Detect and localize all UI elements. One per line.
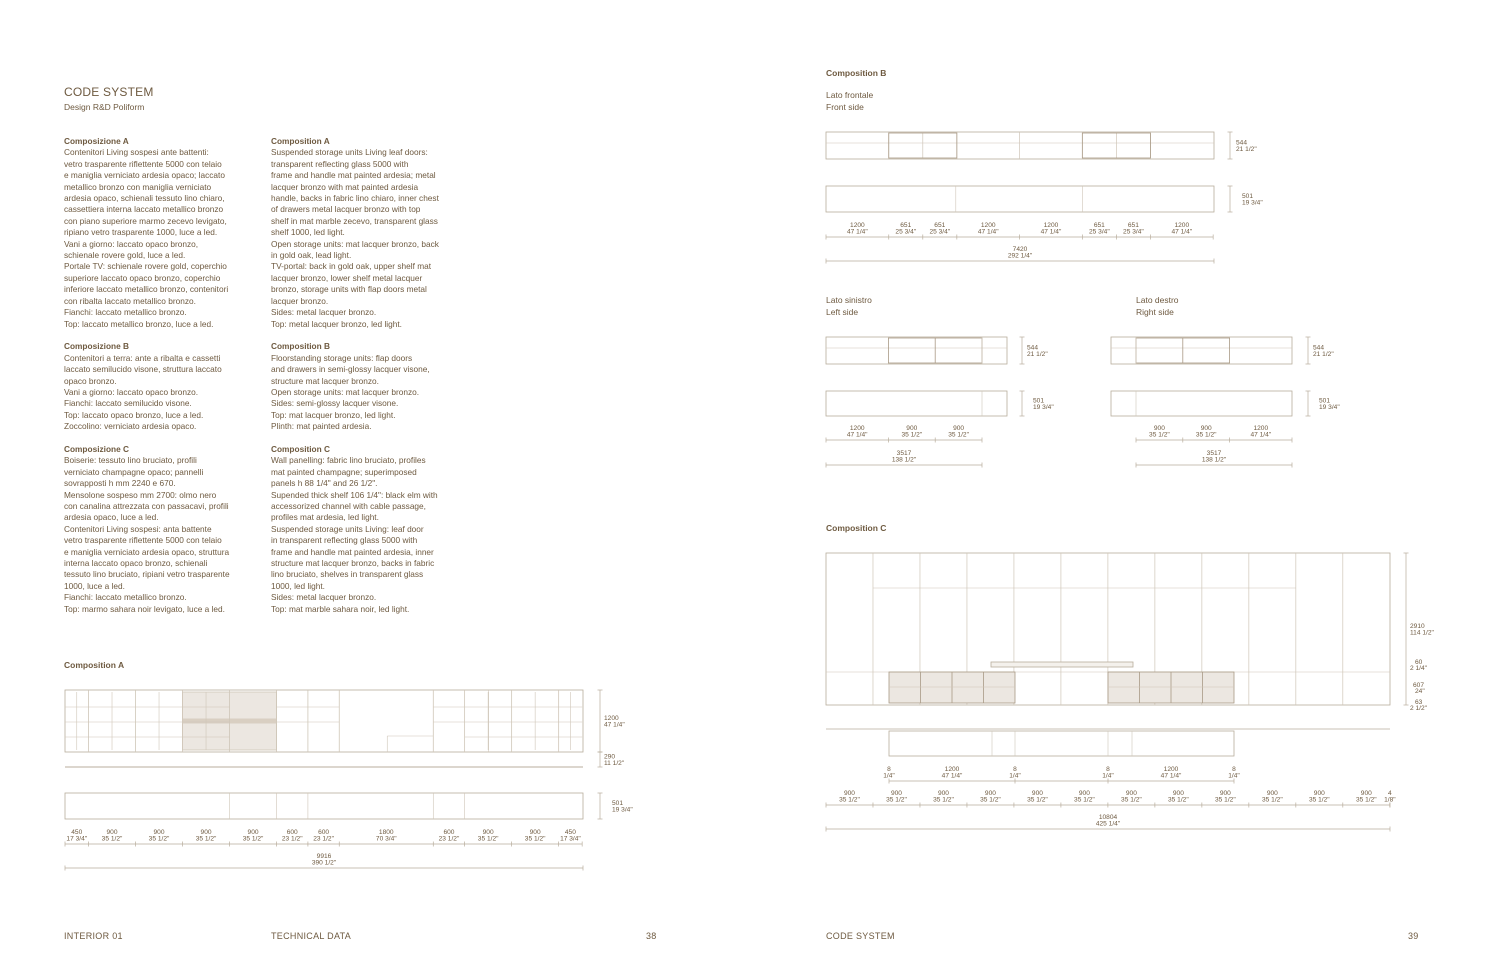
section-line: TV-portal: back in gold oak, upper shelf mat <box>271 261 432 272</box>
section-line: Zoccolino: verniciato ardesia opaco. <box>64 421 197 432</box>
section-line: Suspended storage units Living: leaf door <box>271 523 424 534</box>
dimension-inches: 35 1/2" <box>477 835 499 843</box>
dimension-value: 4 <box>1388 790 1392 797</box>
height-value: 63 <box>1415 699 1423 706</box>
section-line: in gold oak, lead light. <box>271 250 352 261</box>
section-line: Top: metal lacquer bronzo, led light. <box>271 318 402 329</box>
section-line: Vani a giorno: laccato opaco bronzo. <box>64 386 199 397</box>
section-heading: Composizione A <box>64 136 129 146</box>
section-line: Top: mat lacquer bronzo, led light. <box>271 409 396 420</box>
dimension-inches: 35 1/2" <box>1261 796 1283 804</box>
dimension-value: 1200 <box>944 766 960 773</box>
section-line: tessuto lino bruciato, ripiani vetro trasparente <box>64 569 230 580</box>
dimension-value: 1200 <box>849 425 865 432</box>
height-value: 501 <box>1242 193 1254 200</box>
dimension-value: 900 <box>906 425 918 432</box>
section-line: Top: marmo sahara noir levigato, luce a led. <box>64 603 225 614</box>
dimension-value: 8 <box>1106 766 1110 773</box>
section-heading: Composition A <box>271 136 330 146</box>
dimension-value: 900 <box>1125 790 1137 797</box>
section-line: structure mat lacquer bronzo. <box>271 375 379 386</box>
section-line: Contenitori Living sospesi: anta battente <box>64 523 212 534</box>
height-inches: 19 3/4" <box>1033 404 1054 411</box>
section-line: interna laccato opaco bronzo, schienali <box>64 558 208 568</box>
upper-storage-unit <box>65 690 583 752</box>
total-dimension-inches: 425 1/4" <box>1095 820 1121 828</box>
section-line: Fianchi: laccato semilucido visone. <box>64 398 192 409</box>
right-side-it: Lato destro <box>1136 295 1179 305</box>
section-line: frame and handle mat painted ardesia, inner <box>271 546 434 557</box>
section-line: Portale TV: schienale rovere gold, coperchio <box>64 261 227 272</box>
dimension-value: 900 <box>953 425 965 432</box>
dimension-value: 900 <box>1219 790 1231 797</box>
composition-b-front-drawing <box>826 132 1263 264</box>
height-inches: 47 1/4" <box>604 721 625 729</box>
dimension-value: 600 <box>286 829 298 836</box>
section-line: Sides: semi-glossy lacquer visone. <box>271 398 399 409</box>
dimension-value: 900 <box>200 829 212 836</box>
section-line: Boiserie: tessuto lino bruciato, profili <box>64 455 197 466</box>
dimension-inches: 35 1/2" <box>101 835 123 843</box>
total-dimension-inches: 138 1/2" <box>1201 456 1227 464</box>
section-line: bronzo, storage units with flap doors metal <box>271 284 427 295</box>
dimension-inches: 1/4" <box>1009 772 1021 780</box>
dimension-value: 900 <box>1031 790 1043 797</box>
dimension-inches: 35 1/2" <box>1074 796 1095 804</box>
section-line: Wall panelling: fabric lino bruciato, profiles <box>271 455 426 466</box>
dimension-inches: 1/8" <box>1384 796 1396 804</box>
section-line: Suspended storage units Living leaf doors: <box>271 147 428 158</box>
dimension-value: 900 <box>843 790 855 797</box>
height-value: 1200 <box>604 715 619 722</box>
total-dimension-inches: 138 1/2" <box>891 456 917 464</box>
total-dimension-inches: 390 1/2" <box>311 859 337 867</box>
dimension-inches: 47 1/4" <box>977 228 999 236</box>
dimension-inches: 35 1/2" <box>1027 796 1048 804</box>
side-top-units <box>826 337 1007 364</box>
section-line: superiore laccato opaco bronzo, coperchio <box>64 272 221 283</box>
section-line: Sides: metal lacquer bronzo. <box>271 592 377 603</box>
front-side-en: Front side <box>826 101 864 112</box>
dimension-inches: 35 1/2" <box>901 431 923 439</box>
dimension-value: 900 <box>1313 790 1325 797</box>
dimension-inches: 35 1/2" <box>933 796 954 804</box>
section-line: con canalina attrezzata con passacavi, profili <box>64 500 229 511</box>
dimension-value: 900 <box>937 790 949 797</box>
dimension-value: 900 <box>984 790 996 797</box>
section-line: schienale rovere gold, luce a led. <box>64 250 186 261</box>
height-inches: 19 3/4" <box>1242 199 1263 207</box>
section-line: shelf in mat marble zecevo, transparent glass <box>271 215 438 226</box>
section-line: accessorized channel with cable passage, <box>271 500 426 511</box>
composition-b-right-drawing <box>1111 337 1340 468</box>
height-inches: 21 1/2" <box>1027 351 1048 358</box>
height-inches: 19 3/4" <box>1319 404 1340 411</box>
height-inches: 21 1/2" <box>1236 146 1257 153</box>
section-line: Top: laccato opaco bronzo, luce a led. <box>64 409 204 420</box>
section-heading: Composizione B <box>64 341 129 352</box>
dimension-inches: 47 1/4" <box>1250 431 1272 439</box>
composition-a-caption: Composition A <box>64 660 125 670</box>
height-inches: 114 1/2" <box>1410 629 1434 637</box>
dimension-value: 450 <box>71 829 83 836</box>
left-side-en: Left side <box>826 306 859 317</box>
dimension-value: 1200 <box>1163 766 1179 773</box>
dimension-inches: 35 1/2" <box>1149 431 1170 439</box>
dimension-value: 8 <box>1013 766 1017 773</box>
dimension-value: 1200 <box>1253 425 1269 432</box>
section-line: 1000, luce a led. <box>64 580 125 591</box>
total-dimension-value: 7420 <box>1012 246 1028 253</box>
section-line: ripiano vetro trasparente 1000, luce a led. <box>64 227 218 238</box>
section-line: Contenitori Living sospesi ante battenti: <box>64 147 209 158</box>
dimension-inches: 35 1/2" <box>195 835 217 843</box>
section-line: mat painted champagne; superimposed <box>271 466 417 477</box>
section-line: in transparent reflecting glass 5000 with <box>271 535 418 546</box>
dimension-value: 651 <box>900 222 912 229</box>
height-value: 501 <box>1319 397 1331 405</box>
plan-units <box>889 731 1234 756</box>
dimension-value: 900 <box>890 790 902 797</box>
section-line: of drawers metal lacquer bronzo with top <box>271 204 421 215</box>
side-plan-view <box>826 391 1007 416</box>
total-dimension-value: 10804 <box>1098 814 1118 821</box>
dimension-value: 900 <box>1360 790 1372 797</box>
section-line: frame and handle mat painted ardesia; metal <box>271 170 436 181</box>
section-line: 1000, led light. <box>271 580 325 591</box>
right-side-en: Right side <box>1136 306 1174 317</box>
height-value: 544 <box>1027 344 1039 352</box>
height-inches: 19 3/4" <box>612 806 633 814</box>
section-line: Contenitori a terra: ante a ribalta e cassetti <box>64 352 221 363</box>
dimension-value: 1200 <box>1174 222 1190 229</box>
section-line: inferiore laccato metallico bronzo, contenitori <box>64 284 229 295</box>
dimension-value: 651 <box>1127 222 1139 229</box>
dimension-inches: 35 1/2" <box>242 835 264 843</box>
dimension-value: 8 <box>887 766 891 773</box>
section-line: Supended thick shelf 106 1/4": black elm with <box>271 489 438 500</box>
page-title: CODE SYSTEM <box>64 85 154 99</box>
dimension-inches: 1/4" <box>1228 772 1240 780</box>
height-value: 544 <box>1236 139 1248 147</box>
dimension-inches: 35 1/2" <box>1195 431 1217 439</box>
height-value: 60 <box>1415 659 1423 666</box>
dimension-value: 651 <box>1093 222 1105 229</box>
section-heading: Composition C <box>271 443 330 454</box>
left-side-it: Lato sinistro <box>826 295 872 305</box>
section-line: Vani a giorno: laccato opaco bronzo, <box>64 238 199 249</box>
dimension-inches: 47 1/4" <box>847 228 868 236</box>
dimension-inches: 35 1/2" <box>886 796 907 804</box>
front-side-it: Lato frontale <box>826 90 874 100</box>
dimension-inches: 47 1/4" <box>1160 772 1182 780</box>
total-dimension-inches: 292 1/4" <box>1007 252 1033 260</box>
section-line: metallico bronzo con maniglia verniciato <box>64 181 212 192</box>
dimension-value: 900 <box>153 829 165 836</box>
dimension-inches: 70 3/4" <box>375 835 397 843</box>
dimension-inches: 35 1/2" <box>524 835 546 843</box>
dimension-value: 900 <box>1078 790 1090 797</box>
height-inches: 21 1/2" <box>1313 351 1334 358</box>
composition-b-left-drawing <box>826 337 1054 468</box>
dimension-inches: 25 3/4" <box>929 228 951 236</box>
section-line: Plinth: mat painted ardesia. <box>271 421 372 432</box>
section-line: Floorstanding storage units: flap doors <box>271 352 413 363</box>
section-line: e maniglia verniciato ardesia opaco; laccato <box>64 170 225 181</box>
plan-view <box>65 793 583 819</box>
height-inches: 2 1/2" <box>1410 705 1428 712</box>
dimension-value: 900 <box>1200 425 1212 432</box>
total-dimension-value: 9916 <box>316 853 332 860</box>
dimension-inches: 23 1/2" <box>281 835 303 843</box>
dimension-inches: 25 3/4" <box>1123 228 1144 236</box>
total-dimension-value: 3517 <box>1206 450 1222 457</box>
section-line: Open storage units: mat lacquer bronzo. <box>271 386 420 397</box>
section-line: Sides: metal lacquer bronzo. <box>271 307 377 318</box>
dimension-value: 900 <box>1266 790 1278 797</box>
dimension-inches: 47 1/4" <box>1040 228 1062 236</box>
section-line: profiles mat ardesia, led light. <box>271 512 379 523</box>
section-line: verniciato champagne opaco; pannelli <box>64 466 204 477</box>
composition-a-drawing <box>65 690 633 871</box>
section-line: laccato semilucido visone, struttura laccato <box>64 364 222 375</box>
section-line: lino bruciato, shelves in transparent glass <box>271 569 424 580</box>
section-line: opaco bronzo. <box>64 375 117 386</box>
section-line: Fianchi: laccato metallico bronzo. <box>64 307 187 318</box>
dimension-value: 900 <box>106 829 118 836</box>
composition-b-caption: Composition B <box>826 68 887 78</box>
height-value: 607 <box>1413 682 1425 689</box>
dimension-value: 900 <box>1153 425 1165 432</box>
dimension-inches: 35 1/2" <box>1355 796 1377 804</box>
section-line: panels h 88 1/4" and 26 1/2". <box>271 478 378 489</box>
side-top-units <box>1111 337 1292 364</box>
section-line: sovrapposti h mm 2240 e 670. <box>64 478 176 489</box>
composition-c-caption: Composition C <box>826 523 887 533</box>
dimension-value: 1200 <box>980 222 996 229</box>
dimension-inches: 25 3/4" <box>1089 228 1110 236</box>
dimension-value: 900 <box>1172 790 1184 797</box>
dimension-inches: 47 1/4" <box>1171 228 1193 236</box>
footer-series: INTERIOR 01 <box>64 931 123 941</box>
section-line: vetro trasparente riflettente 5000 con telaio <box>64 535 222 546</box>
height-inches: 11 1/2" <box>604 760 625 767</box>
dimension-value: 1800 <box>378 829 394 836</box>
height-value: 2910 <box>1410 623 1425 630</box>
footer-section: TECHNICAL DATA <box>271 931 352 941</box>
dimension-value: 1200 <box>1043 222 1059 229</box>
dimension-inches: 23 1/2" <box>438 835 460 843</box>
section-line: transparent reflecting glass 5000 with <box>271 158 409 169</box>
height-value: 501 <box>1033 397 1045 405</box>
height-value: 501 <box>612 800 624 807</box>
page-number-left: 38 <box>646 931 657 941</box>
dimension-inches: 25 3/4" <box>895 228 917 236</box>
height-value: 290 <box>604 753 616 761</box>
section-line: ardesia opaco, schienali tessuto lino chiaro, <box>64 193 225 204</box>
section-line: Mensolone sospeso mm 2700: olmo nero <box>64 489 217 500</box>
dimension-inches: 23 1/2" <box>313 835 334 843</box>
front-top-units <box>826 132 1214 159</box>
section-line: shelf 1000, led light. <box>271 227 345 238</box>
dimension-value: 600 <box>318 829 330 836</box>
dimension-value: 450 <box>564 829 576 836</box>
dimension-value: 651 <box>934 222 946 229</box>
page-subtitle: Design R&D Poliform <box>64 102 145 112</box>
section-line: vetro trasparente riflettente 5000 con telaio <box>64 158 222 169</box>
section-line: con ribalta laccato metallico bronzo. <box>64 295 196 306</box>
section-line: Open storage units: mat lacquer bronzo, back <box>271 238 439 249</box>
footer-code-system: CODE SYSTEM <box>826 931 895 941</box>
dimension-inches: 17 3/4" <box>66 835 88 843</box>
front-plan-view <box>826 186 1214 212</box>
page-number-right: 39 <box>1408 931 1419 941</box>
suspended-shelf <box>991 662 1133 667</box>
dimension-inches: 35 1/2" <box>839 796 860 804</box>
dimension-inches: 35 1/2" <box>1121 796 1142 804</box>
dimension-inches: 35 1/2" <box>1168 796 1189 804</box>
section-heading: Composizione C <box>64 443 129 454</box>
height-value: 544 <box>1313 344 1325 352</box>
total-dimension-value: 3517 <box>896 450 912 457</box>
dimension-inches: 35 1/2" <box>1215 796 1236 804</box>
dimension-value: 8 <box>1232 766 1236 773</box>
section-line: lacquer bronzo. <box>271 295 329 306</box>
section-line: con piano superiore marmo zecevo levigato, <box>64 215 227 226</box>
section-line: e maniglia verniciato ardesia opaco, struttura <box>64 546 230 557</box>
dimension-inches: 35 1/2" <box>980 796 1001 804</box>
section-line: Top: laccato metallico bronzo, luce a led. <box>64 318 214 329</box>
dimension-inches: 35 1/2" <box>148 835 170 843</box>
dimension-inches: 35 1/2" <box>1308 796 1330 804</box>
dimension-inches: 1/4" <box>883 772 895 780</box>
section-line: structure mat lacquer bronzo, backs in fabric <box>271 558 435 568</box>
section-line: ardesia opaco, luce a led. <box>64 512 159 523</box>
dimension-inches: 17 3/4" <box>560 835 581 843</box>
dimension-value: 900 <box>529 829 541 836</box>
section-line: cassettiera interna laccato metallico bronzo <box>64 204 224 215</box>
dimension-inches: 47 1/4" <box>846 431 868 439</box>
dimension-inches: 47 1/4" <box>941 772 963 780</box>
dimension-value: 900 <box>247 829 259 836</box>
section-heading: Composition B <box>271 341 330 352</box>
section-line: lacquer bronzo, lower shelf metal lacquer <box>271 272 423 283</box>
dimension-value: 1200 <box>850 222 865 229</box>
section-line: lacquer bronzo with mat painted ardesia <box>271 181 419 192</box>
section-line: handle, backs in fabric lino chiaro, inner chest <box>271 193 439 204</box>
section-line: and drawers in semi-glossy lacquer visone, <box>271 364 430 375</box>
side-plan-view <box>1111 391 1292 416</box>
dimension-value: 900 <box>482 829 494 836</box>
section-line: Top: mat marble sahara noir, led light. <box>271 603 410 614</box>
dimension-value: 600 <box>443 829 455 836</box>
height-inches: 2 1/4" <box>1410 665 1428 672</box>
section-line: Fianchi: laccato metallico bronzo. <box>64 592 187 603</box>
dimension-inches: 35 1/2" <box>948 431 969 439</box>
height-inches: 24" <box>1415 688 1425 695</box>
composition-c-drawing <box>826 553 1435 832</box>
dimension-inches: 1/4" <box>1102 772 1114 780</box>
